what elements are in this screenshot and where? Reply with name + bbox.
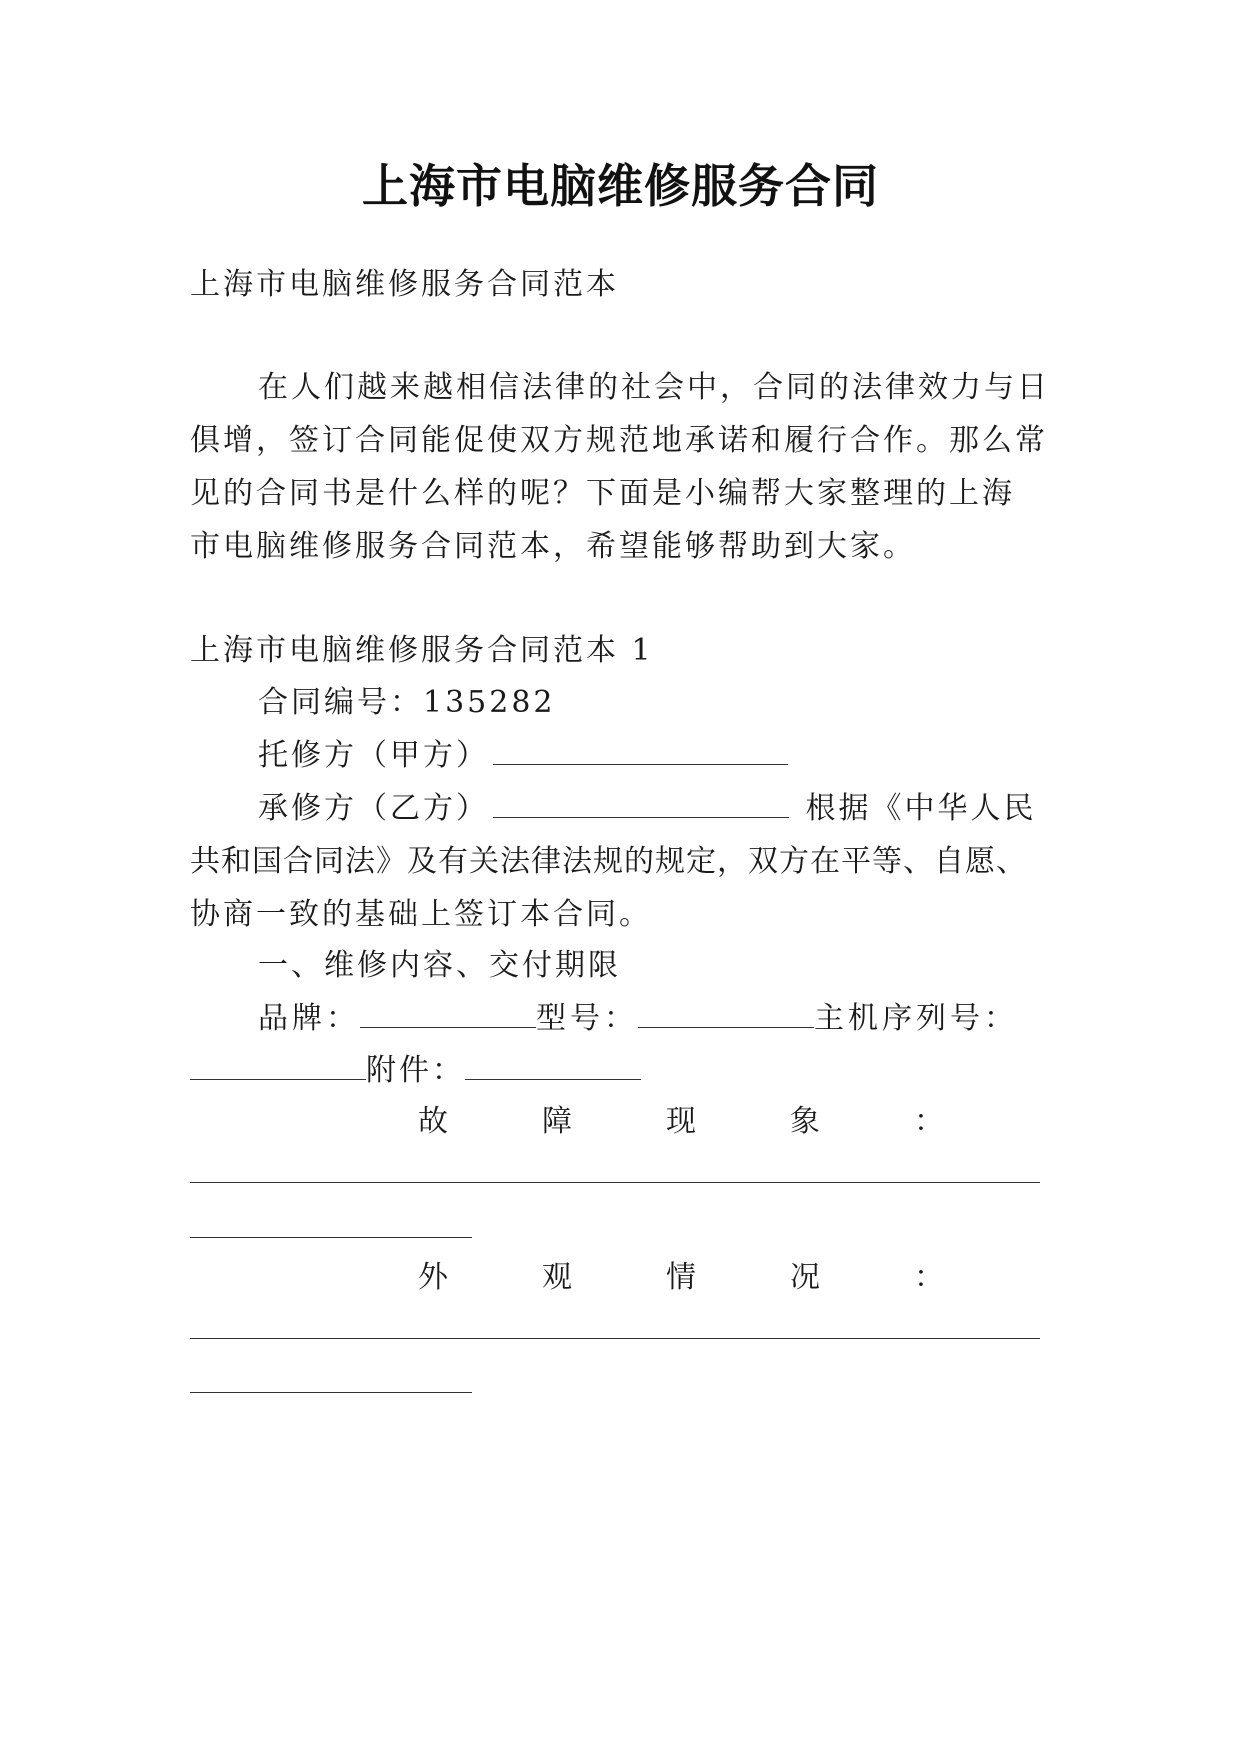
party-b-row bbox=[258, 789, 1138, 829]
sample-heading: 上海市电脑维修服务合同范本 1 bbox=[190, 633, 654, 668]
intro-line-2: 俱增，签订合同能促使双方规范地承诺和履行合作。那么常 bbox=[190, 423, 1048, 458]
appearance-char-1: 外 bbox=[418, 1260, 448, 1295]
intro-line-3: 见的合同书是什么样的呢？下面是小编帮大家整理的上海 bbox=[190, 476, 1015, 511]
model-blank bbox=[638, 1001, 814, 1028]
basis-line-2: 共和国合同法》及有关法律法规的规定，双方在平等、自愿、 bbox=[190, 844, 1027, 879]
section-1-heading: 一、维修内容、交付期限 bbox=[258, 948, 621, 983]
fault-char-3: 现 bbox=[666, 1104, 696, 1139]
accessory-row bbox=[190, 1051, 1070, 1091]
party-b-blank bbox=[493, 791, 789, 818]
fault-char-5: ： bbox=[914, 1104, 944, 1139]
appearance-char-4: 况 bbox=[790, 1260, 820, 1295]
party-a-label: 托修方（甲方） bbox=[258, 738, 489, 773]
accessory-blank bbox=[465, 1053, 641, 1080]
party-a-blank bbox=[493, 738, 788, 765]
party-b-label: 承修方（乙方） bbox=[258, 791, 489, 826]
contract-number-value: 135282 bbox=[423, 685, 556, 720]
fault-char-2: 障 bbox=[542, 1104, 572, 1139]
basis-text-1: 根据《中华人民 bbox=[805, 791, 1037, 826]
contract-number-row bbox=[258, 683, 1138, 723]
contract-number-label: 合同编号： bbox=[258, 685, 423, 720]
fault-blank-line-1 bbox=[190, 1182, 1040, 1183]
fault-char-1: 故 bbox=[418, 1104, 448, 1139]
intro-line-1: 在人们越来越相信法律的社会中，合同的法律效力与日 bbox=[258, 370, 1050, 405]
party-a-row bbox=[258, 736, 1138, 776]
basis-line-3: 协商一致的基础上签订本合同。 bbox=[190, 897, 652, 932]
serial-label: 主机序列号： bbox=[814, 1001, 1018, 1036]
appearance-blank-line-2 bbox=[190, 1392, 472, 1393]
fault-char-4: 象 bbox=[790, 1104, 820, 1139]
appearance-char-5: ： bbox=[914, 1260, 944, 1295]
serial-blank bbox=[190, 1053, 366, 1080]
brand-label: 品牌： bbox=[258, 1001, 360, 1036]
brand-blank bbox=[360, 1001, 536, 1028]
model-label: 型号： bbox=[536, 1001, 638, 1036]
document-title: 上海市电脑维修服务合同 bbox=[362, 159, 879, 213]
intro-line-4: 市电脑维修服务合同范本，希望能够帮助到大家。 bbox=[190, 529, 916, 564]
appearance-char-3: 情 bbox=[666, 1260, 696, 1295]
accessory-label: 附件： bbox=[366, 1053, 465, 1088]
appearance-char-2: 观 bbox=[542, 1260, 572, 1295]
brand-model-serial-row bbox=[258, 999, 1138, 1039]
fault-blank-line-2 bbox=[190, 1237, 472, 1238]
document-subtitle: 上海市电脑维修服务合同范本 bbox=[190, 267, 619, 302]
appearance-blank-line-1 bbox=[190, 1338, 1040, 1339]
